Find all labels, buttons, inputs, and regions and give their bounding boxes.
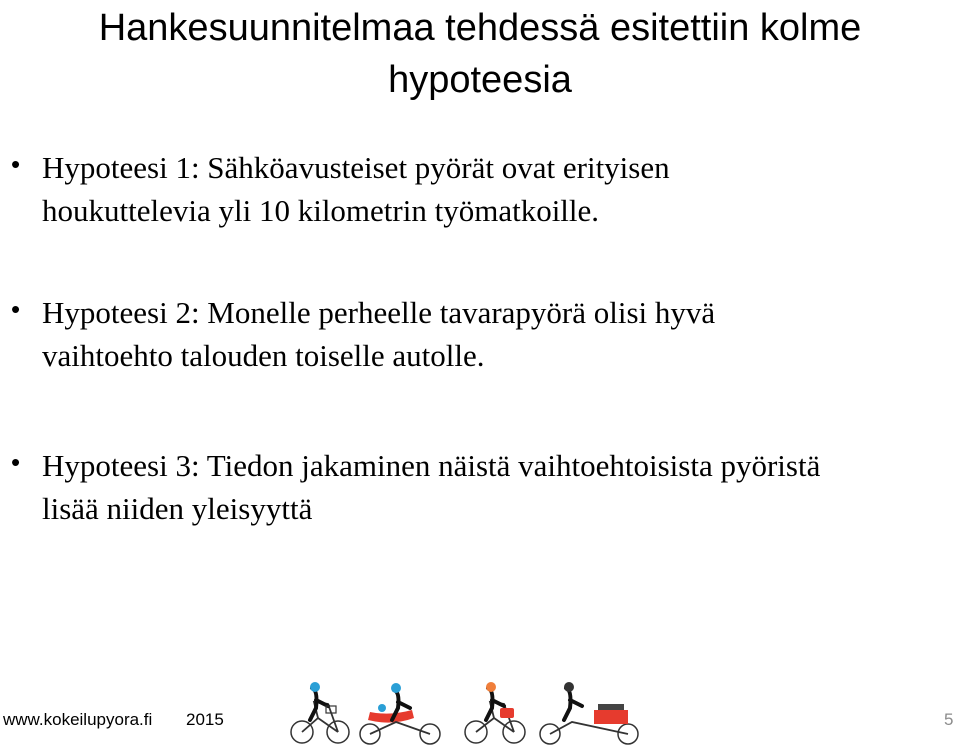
slide-title-line-2: hypoteesia — [388, 59, 572, 101]
bullet-marker: • — [11, 447, 21, 477]
bullet-line: Hypoteesi 3: Tiedon jakaminen näistä vaihtoehtoisista pyöristä — [42, 448, 821, 483]
bullet-text — [42, 444, 942, 530]
slide-title — [20, 2, 940, 106]
footer-url: www.kokeilupyora.fi — [3, 710, 153, 729]
cargo-bike-icon — [360, 683, 440, 744]
cyclist-icon — [291, 682, 349, 743]
bullet-line: houkuttelevia yli 10 kilometrin työmatkoille. — [42, 193, 600, 228]
page-number: 5 — [944, 710, 954, 729]
slide-title-line-1: Hankesuunnitelmaa tehdessä esitettiin kolme — [98, 7, 862, 49]
bullet-marker: • — [11, 149, 21, 179]
bike-illustration — [288, 680, 668, 746]
bullet-line: Hypoteesi 1: Sähköavusteiset pyörät ovat erityisen — [42, 150, 670, 185]
bullet-text — [42, 146, 942, 232]
footer-year: 2015 — [186, 710, 224, 729]
cargo-bike-icon — [540, 682, 638, 744]
bullet-line: Hypoteesi 2: Monelle perheelle tavarapyörä olisi hyvä — [42, 295, 716, 330]
bullet-line: vaihtoehto talouden toiselle autolle. — [42, 338, 485, 373]
cyclist-icon — [465, 682, 525, 743]
bullet-text — [42, 291, 942, 377]
bullet-marker: • — [11, 294, 21, 324]
bullet-line: lisää niiden yleisyyttä — [42, 491, 313, 526]
